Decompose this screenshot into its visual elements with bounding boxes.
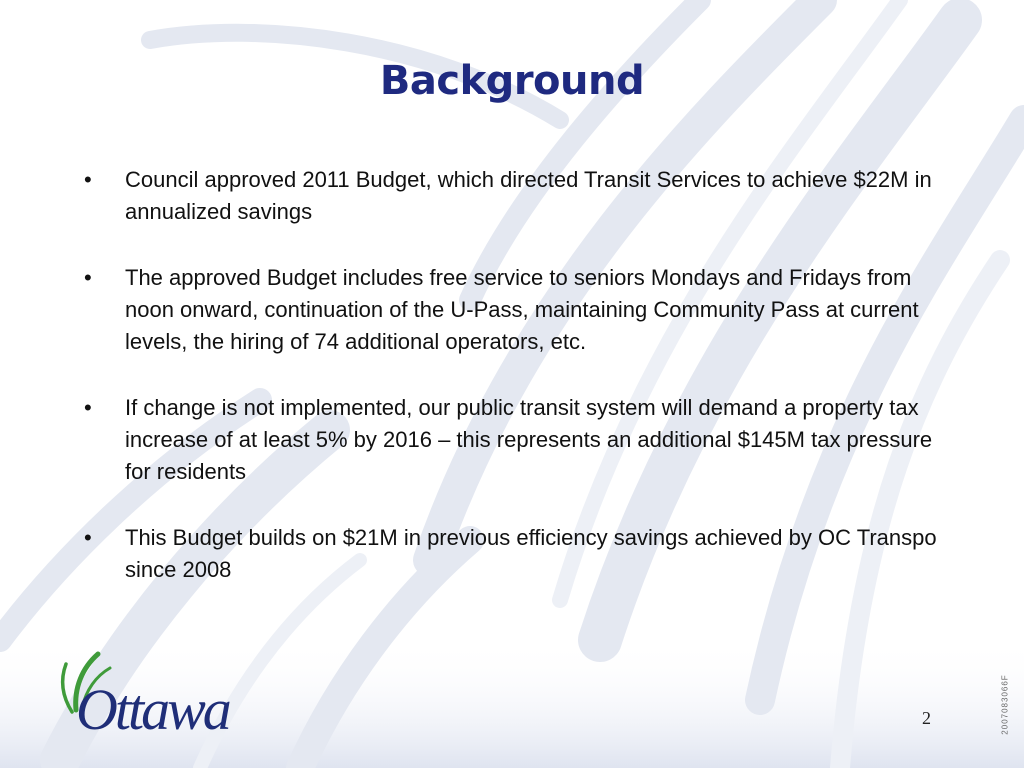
bullet-text: The approved Budget includes free service to seniors Mondays and Fridays from noon onward, continuation of the U-Pass, maintaining Community Pass at current levels, the hiring of 74 additional operators, etc. — [125, 265, 919, 354]
bullet-marker: • — [84, 265, 92, 290]
bullet-item — [80, 164, 940, 228]
bullet-item — [80, 262, 940, 358]
bullet-marker: • — [84, 167, 92, 192]
logo-text: Ottawa — [76, 677, 229, 742]
bullet-text: Council approved 2011 Budget, which directed Transit Services to achieve $22M in annualized savings — [125, 167, 932, 224]
bullet-text: This Budget builds on $21M in previous efficiency savings achieved by OC Transpo since 2008 — [125, 525, 937, 582]
bullet-list — [80, 164, 940, 620]
bullet-marker: • — [84, 395, 92, 420]
bullet-marker: • — [84, 525, 92, 550]
side-code: 2007083066F — [1000, 674, 1010, 735]
bullet-item — [80, 522, 940, 586]
bullet-text: If change is not implemented, our public transit system will demand a property tax increase of at least 5% by 2016 – this represents an additional $145M tax pressure for residents — [125, 395, 933, 484]
page-number: 2 — [922, 708, 931, 728]
ottawa-logo — [46, 650, 266, 750]
slide-title: Background — [379, 58, 645, 104]
bullet-item — [80, 392, 940, 488]
